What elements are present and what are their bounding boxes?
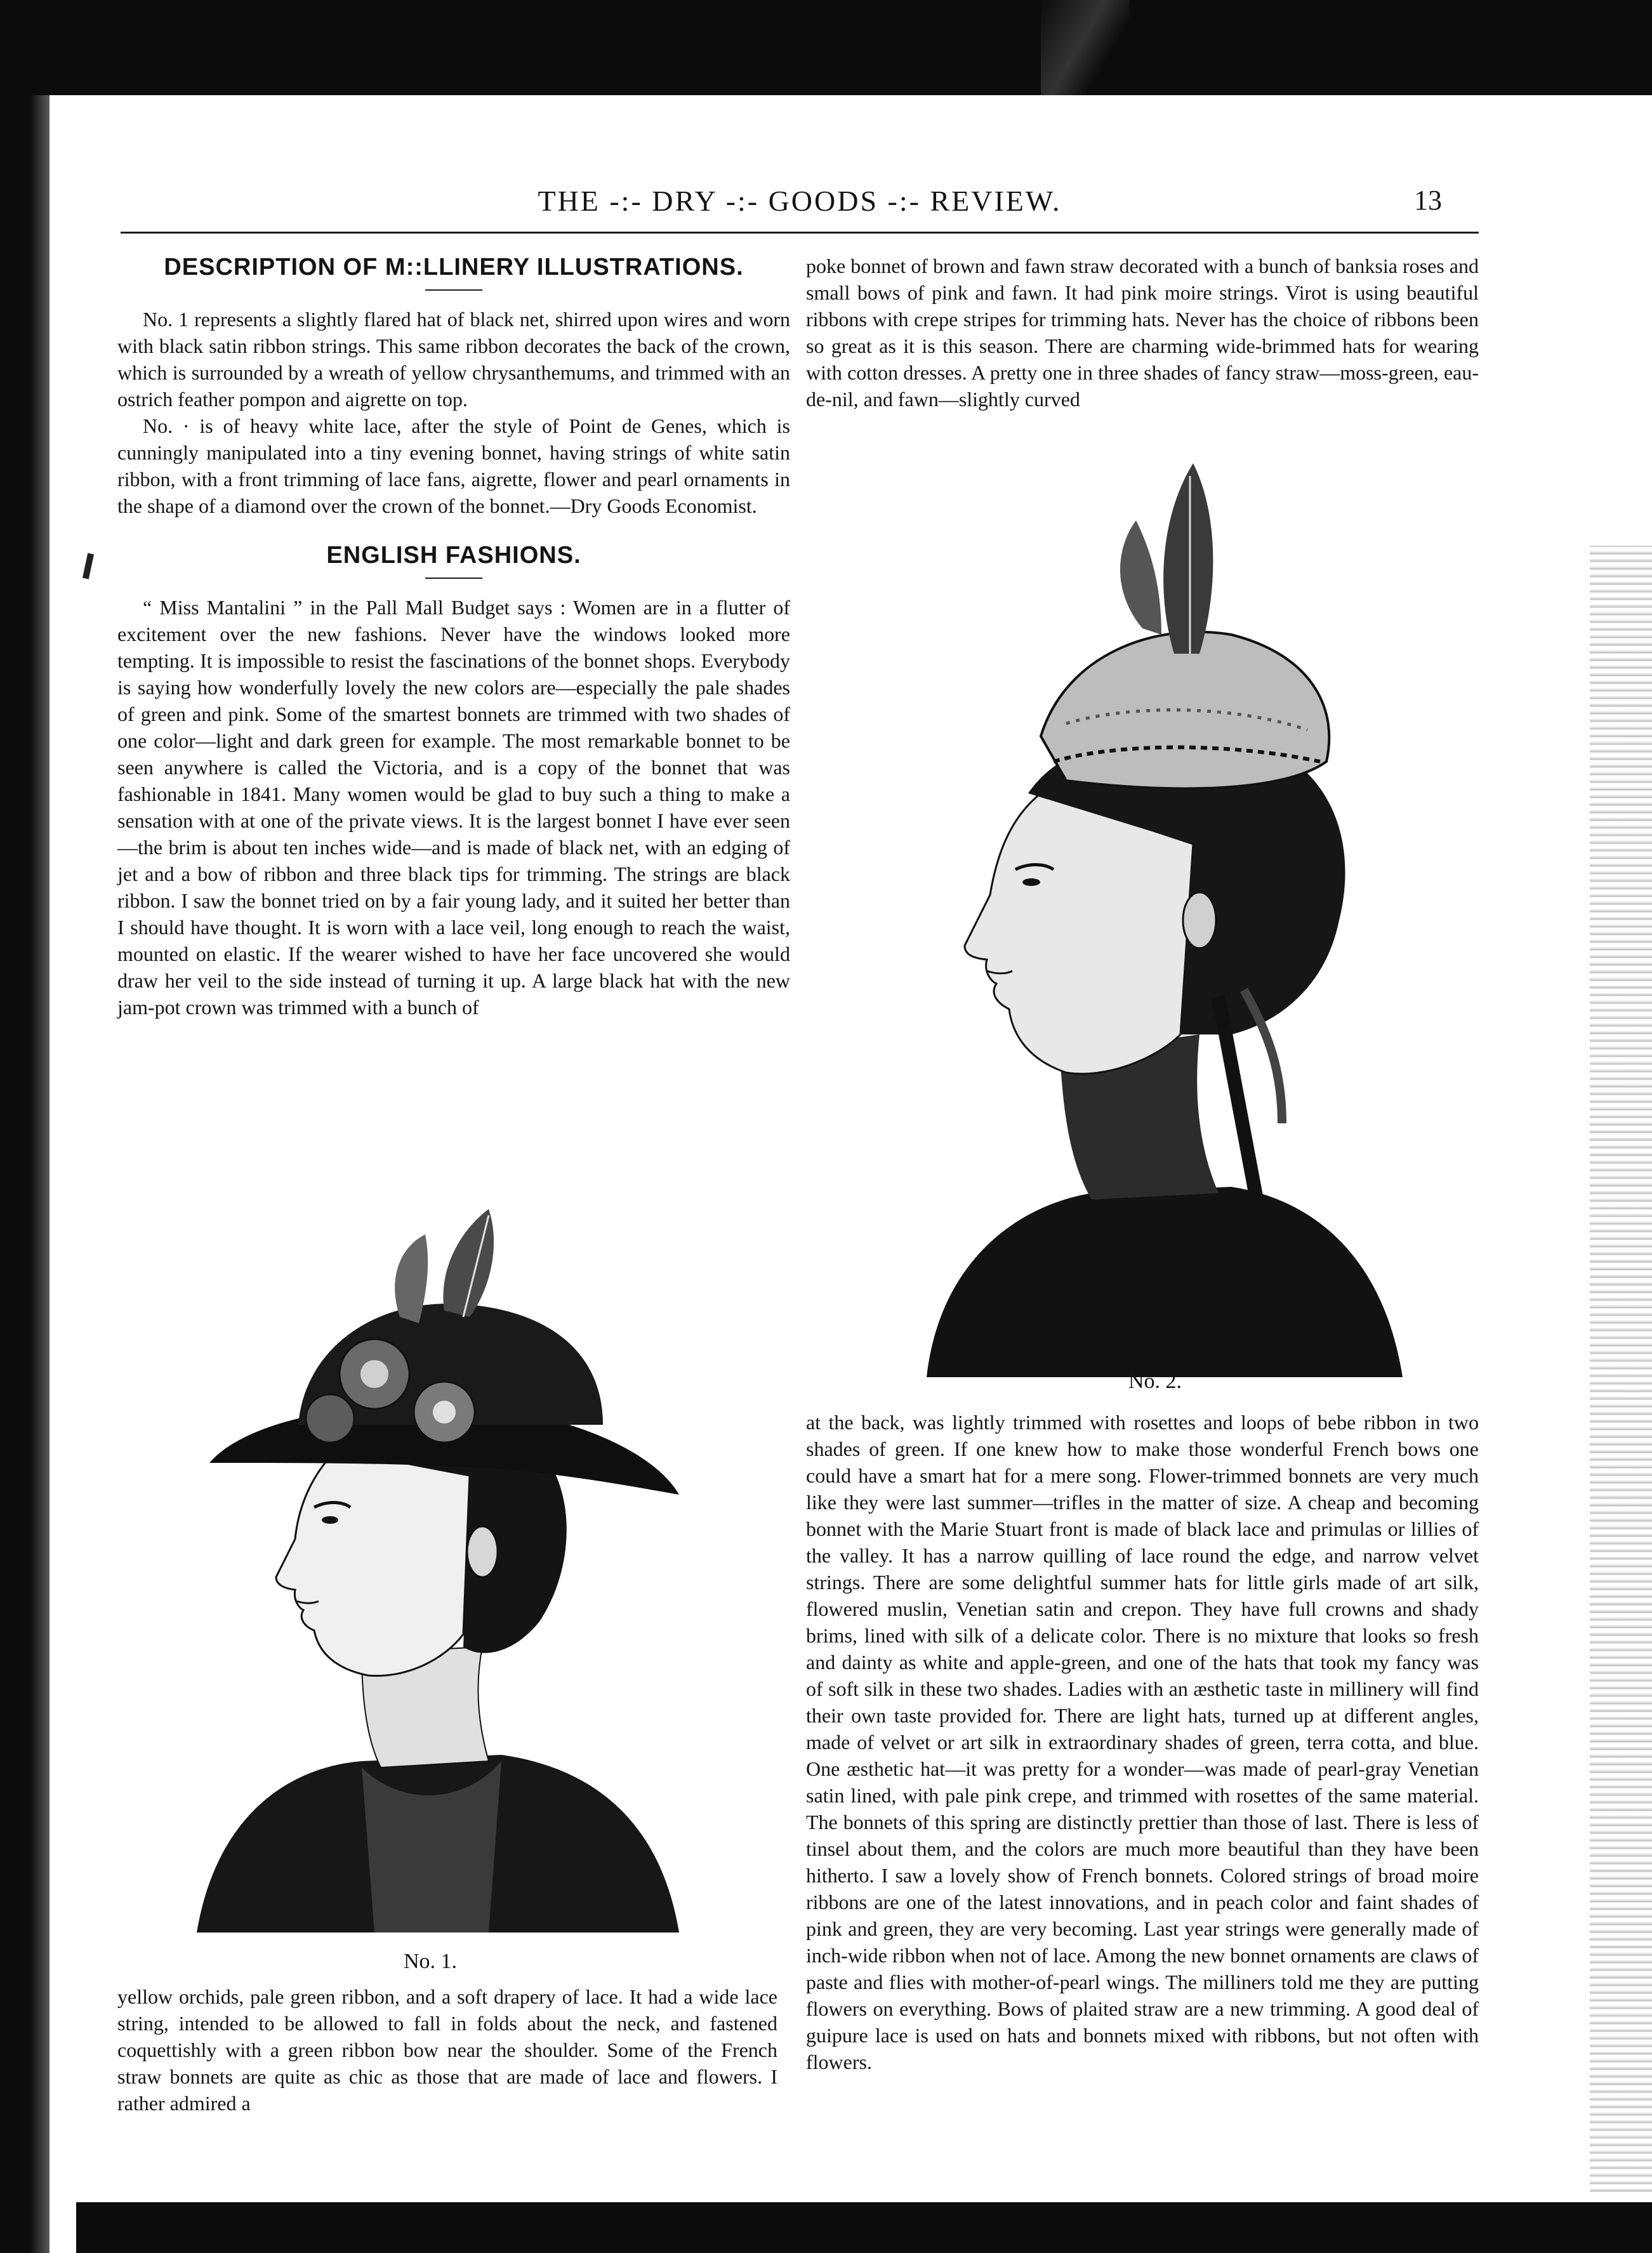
header-rule	[121, 232, 1479, 234]
scan-border-left	[0, 95, 50, 2253]
heading-rule	[425, 289, 482, 291]
illustration-hat-no1	[171, 1209, 692, 1939]
ink-speck	[83, 553, 94, 579]
scan-border-notch	[1041, 0, 1130, 95]
illustration-bonnet-no2	[901, 463, 1422, 1384]
right-column-top	[806, 253, 1479, 413]
caption-no1: No. 1.	[403, 1950, 458, 1973]
paragraph: No. · is of heavy white lace, after the style of Point de Genes, which is cunningly manipulated into a tiny evening bonnet, having strings of white satin ribbon, with a front trimming of lace fans, aigrette, flower and pearl ornaments in the shape of a diamond over the crown of the bonnet.—Dry Goods Economist.	[117, 414, 790, 517]
paragraph-continued: yellow orchids, pale green ribbon, and a soft drapery of lace. It had a wide lace string, intended to be allowed to fall in folds about the neck, and fastened coquettishly with a green ribbon bow near the shoulder. Some of the French straw bonnets are quite as chic as those that are made of lace and flowers. I rather admired a	[117, 1985, 777, 2115]
section-heading-millinery: DESCRIPTION OF M::LLINERY ILLUSTRATIONS.	[164, 254, 744, 281]
scan-border-bottom	[76, 2202, 1652, 2253]
section-heading-english-fashions: ENGLISH FASHIONS.	[326, 542, 581, 569]
running-head: THE -:- DRY -:- GOODS -:- REVIEW.	[538, 185, 1062, 217]
paragraph: No. 1 represents a slightly flared hat of black net, shirred upon wires and worn with black satin ribbon strings. This same ribbon decorates the back of the crown, which is surrounded by a wreath of yellow chrysanthemums, and trimmed with an ostrich feather pompon and aigrette on top.	[117, 308, 790, 411]
paragraph-continued: at the back, was lightly trimmed with rosettes and loops of bebe ribbon in two shades of green. If one knew how to make those wonderful French bows one could have a smart hat for a mere song. Flower-trimmed bonnets are very much like they were last summer—trifles in the matter of size. A cheap and becoming bonnet with the Marie Stuart front is made of black lace and primulas or lillies of the valley. It has a narrow quilling of lace round the edge, and narrow velvet strings. There are some delightful summer hats for little girls made of art silk, flowered muslin, Venetian satin and crepon. They have full crowns and shady brims, lined with silk of a delicate color. There is no mixture that looks so fresh and dainty as white and apple-green, and one of the hats that took my fancy was of soft silk in these two shades. Ladies with an æsthetic taste in millinery will find their own taste provided for. There are light hats, turned up at different angles, made of velvet or art silk in extraordinary shades of green, terra cotta, and blue. One æsthetic hat—it was pretty for a wonder—was made of pearl-gray Venetian satin lined, with pale pink crepe, and trimmed with rosettes of the same material. The bonnets of this spring are distinctly prettier than those of last. There is less of tinsel about them, and the colors are much more beautiful than they have been hitherto. I saw a lovely show of French bonnets. Colored strings of broad moire ribbons are one of the latest innovations, and in peach color and faint shades of pink and green, they are very becoming. Last year strings were generally made of inch-wide ribbon when not of lace. Among the new bonnet ornaments are claws of paste and flies with mother-of-pearl wings. The milliners told me they are putting flowers on everything. Bows of plaited straw are a new trimming. A good deal of guipure lace is used on hats and bonnets mixed with ribbons, but not often with flowers.	[806, 1411, 1479, 2073]
heading-rule	[425, 578, 482, 579]
paragraph-continued: poke bonnet of brown and fawn straw decorated with a bunch of banksia roses and small bows of pink and fawn. It had pink moire strings. Virot is using beautiful ribbons with crepe stripes for trimming hats. Never has the choice of ribbons been so great as it is this season. There are charming wide-brimmed hats for wearing with cotton dresses. A pretty one in three shades of fancy straw—moss-green, eau-de-nil, and fawn—slightly curved	[806, 254, 1479, 411]
paragraph: “ Miss Mantalini ” in the Pall Mall Budget says : Women are in a flutter of excitement over the new fashions. Never have the windows looked more tempting. It is impossible to resist the fascinations of the bonnet shops. Everybody is saying how wonderfully lovely the new colors are—especially the pale shades of green and pink. Some of the smartest bonnets are trimmed with two shades of one color—light and dark green for example. The most remarkable bonnet to be seen anywhere is called the Victoria, and is a copy of the bonnet that was fashionable in 1841. Many women would be glad to buy such a thing to make a sensation with at one of the private views. It is the largest bonnet I have ever seen—the brim is about ten inches wide—and is made of black net, with an edging of jet and a bow of ribbon and three black tips for trimming. The strings are black ribbon. I saw the bonnet tried on by a fair young lady, and it suited her better than I should have thought. It is worn with a lace veil, long enough to reach the waist, mounted on elastic. If the wearer wished to have her face uncovered she would draw her veil to the side instead of turning it up. A large black hat with the new jam-pot crown was trimmed with a bunch of	[117, 596, 790, 1019]
scan-edge-right	[1590, 546, 1652, 2196]
left-column-bottom	[117, 1983, 777, 2117]
right-column-bottom	[806, 1409, 1479, 2075]
page-number: 13	[1414, 185, 1442, 216]
left-column-top	[117, 254, 790, 1021]
scan-border-top	[0, 0, 1652, 95]
caption-no2: No. 2.	[1128, 1370, 1182, 1393]
